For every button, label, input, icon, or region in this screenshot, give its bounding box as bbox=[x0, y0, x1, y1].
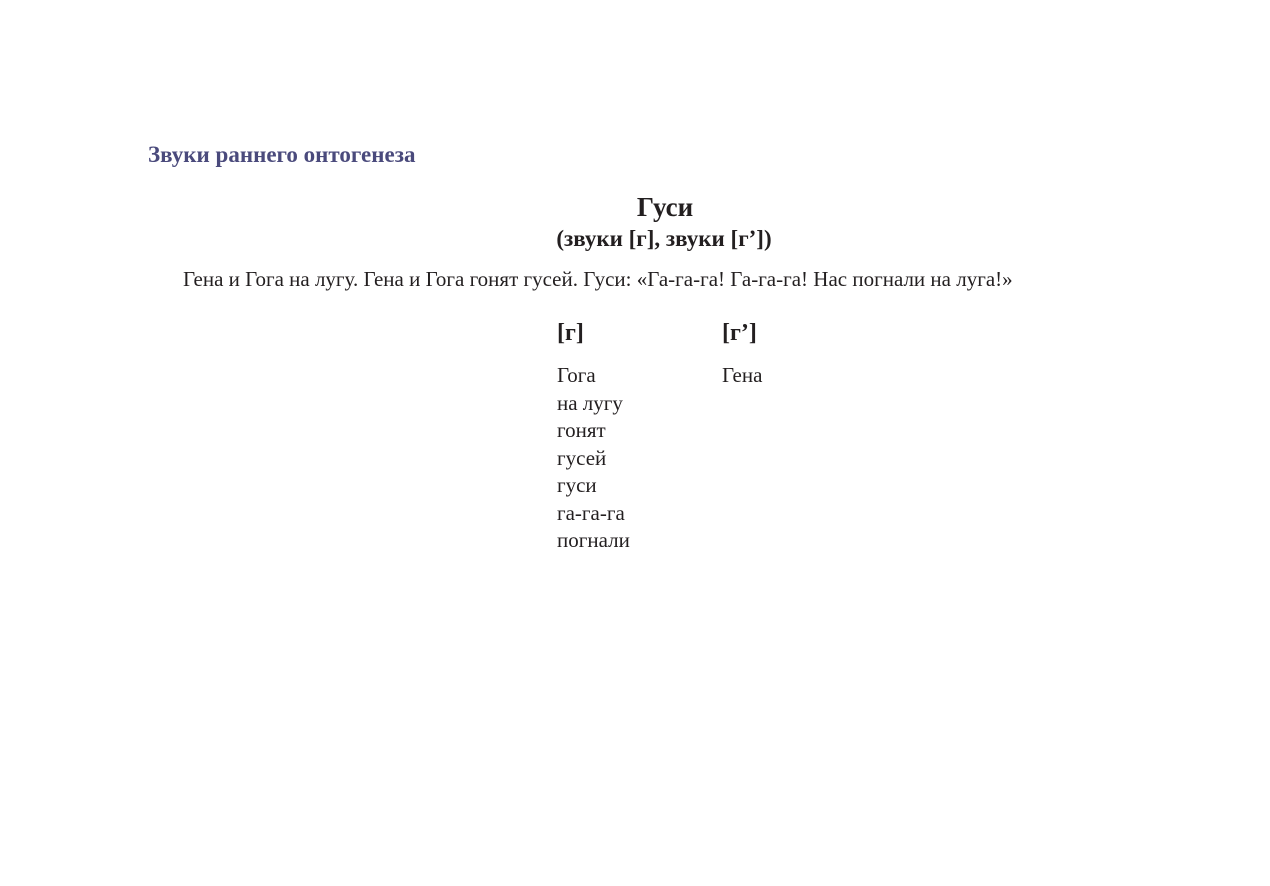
column-header: [г] bbox=[557, 320, 584, 346]
word-list bbox=[722, 362, 762, 390]
word-column-hard-g bbox=[557, 316, 630, 555]
word-item: погнали bbox=[557, 528, 630, 552]
passage-text: Гена и Гога на лугу. Гена и Гога гонят гусей. Гуси: «Га-га-га! Га-га-га! Нас погнали на луга!» bbox=[183, 267, 1013, 291]
page-subtitle: (звуки [г], звуки [г’]) bbox=[556, 226, 772, 251]
word-item: гусей bbox=[557, 445, 607, 470]
word-list bbox=[557, 362, 630, 555]
column-header: [г’] bbox=[722, 320, 757, 346]
word-item: га-га-га bbox=[557, 500, 625, 525]
page-title: Гуси bbox=[636, 192, 694, 222]
word-item: Гена bbox=[722, 363, 763, 387]
word-item: гонят bbox=[557, 418, 606, 442]
word-item: гуси bbox=[557, 473, 597, 497]
word-column-soft-g bbox=[722, 316, 762, 390]
section-heading: Звуки раннего онтогенеза bbox=[148, 142, 416, 167]
word-item: на лугу bbox=[557, 390, 623, 415]
word-item: Гога bbox=[557, 363, 596, 387]
